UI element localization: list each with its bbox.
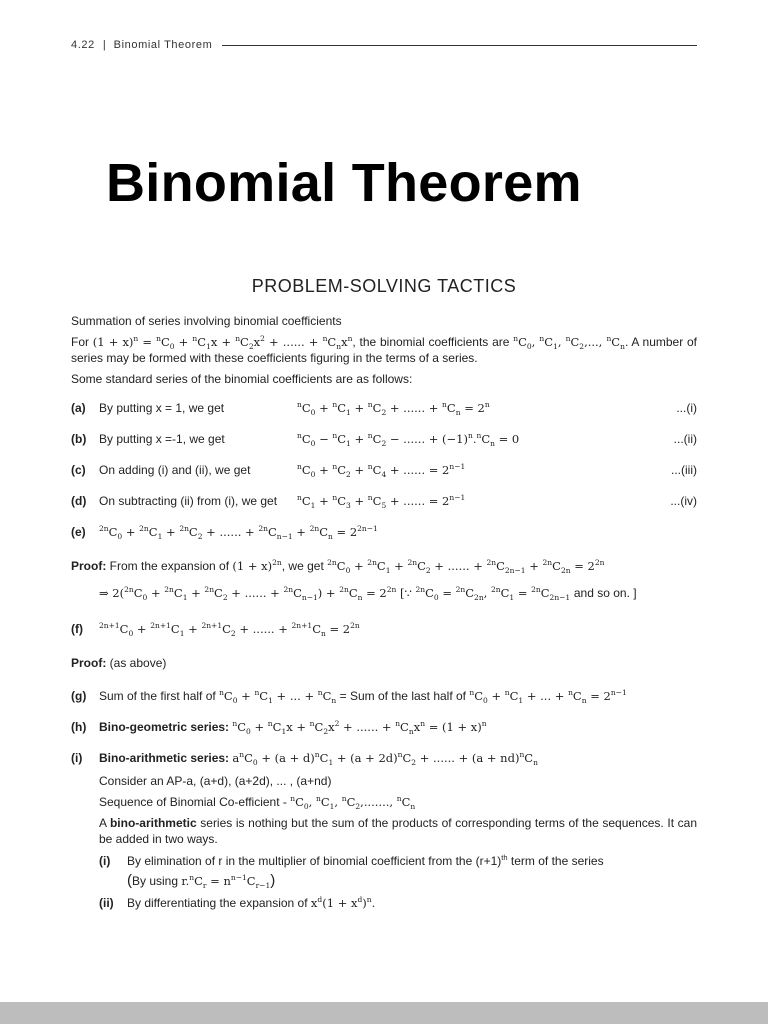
method-1-formula: (By using $r.^nC_r = n^{n-1}C_{r-1}$): [127, 872, 276, 890]
item-a: [71, 392, 697, 423]
item-formula: $^{2n}C_0 + ^{2n}C_1 + ^{2n}C_2$ + ...... + $^{2n}C_{n-1} + ^{2n}C_n = 2^{2n-1}$: [99, 523, 378, 541]
item-desc: On adding (i) and (ii), we get: [99, 462, 251, 477]
proof-label: Proof:: [71, 559, 107, 573]
item-formula: $^nC_0 + ^nC_1 + ^nC_2$ + ...... + $^nC_n = 2^n$: [297, 399, 490, 417]
intro-line-2: For $(1 + x)^n = ^nC_0 + ^nC_1x + ^nC_2x^2$ + ...... + $^nC_nx^n$, the binomial coefficients are $^nC_0$, $^nC_1$, $^nC_2$,..., $^nC_n$. A number of series may be formed with these coefficients figuring in the terms of a series.: [71, 334, 698, 365]
item-label: (g): [71, 688, 87, 703]
running-header: [71, 38, 697, 52]
proof-f: Proof: (as above): [71, 656, 167, 670]
sequence-line: Sequence of Binomial Co-efficient - $^nC_0$, $^nC_1$, $^nC_2$,......., $^nC_n$: [99, 794, 416, 811]
section-heading: PROBLEM-SOLVING TACTICS: [251, 276, 517, 296]
method-1: [99, 853, 697, 889]
method-2: [99, 895, 697, 911]
item-formula: $^nC_0 - ^nC_1 + ^nC_2$ − ...... + $(-1)^n.^nC_n = 0$: [297, 430, 520, 448]
item-label: (a): [71, 400, 86, 415]
math-sum: $^{2n}C_0 + ^{2n}C_1 + ^{2n}C_2$ + ...... + $^{2n}C_{2n-1} + ^{2n}C_{2n} = 2^{2n}$: [327, 558, 605, 575]
equation-number: ...(i): [676, 400, 697, 415]
math-expansion: $(1 + x)^{2n}$: [232, 558, 282, 573]
chapter-name: Binomial Theorem: [113, 39, 213, 51]
proof-label: Proof:: [71, 656, 107, 670]
item-desc: By putting x =-1, we get: [99, 431, 225, 446]
method-text: By elimination of r in the multiplier of binomial coefficient from the $(r+1)^{th}$ term of the series (By using $r.^nC_r = n^{n-1}C_{r-1}$): [127, 853, 697, 889]
item-label: (f): [71, 621, 83, 636]
item-desc: On subtracting (ii) from (i), we get: [99, 493, 278, 508]
content-body: [71, 313, 697, 915]
item-d: [71, 485, 697, 516]
proof-e: Proof: From the expansion of $(1 + x)^{2n}$, we get $^{2n}C_0 + ^{2n}C_1 + ^{2n}C_2$ + ...... + $^{2n}C_{2n-1} + ^{2n}C_{2n} = 2^{2n}$: [71, 558, 605, 575]
item-g: [71, 680, 697, 711]
item-text: Bino-arithmetic series: $a^nC_0 + (a + d)^nC_1 + (a + 2d)^nC_2$ + ...... + $(a + nd)^nC_n$: [99, 749, 538, 767]
intro-line-1: Summation of series involving binomial coefficients: [71, 314, 342, 328]
page-title: Binomial Theorem: [106, 153, 582, 213]
item-b: [71, 423, 697, 454]
header-separator: |: [102, 39, 106, 51]
equation-number: ...(ii): [673, 431, 697, 446]
bino-arithmetic-description: A bino-arithmetic series is nothing but the sum of the products of corresponding terms of the sequences. It can be added in two ways.: [99, 816, 697, 846]
equation-number: ...(iii): [671, 462, 697, 477]
intro-line-3: Some standard series of the binomial coefficients are as follows:: [71, 372, 413, 386]
item-label: (d): [71, 493, 87, 508]
item-formula: $^nC_0 + ^nC_2 + ^nC_4$ + ...... = $2^{n-1}$: [297, 461, 466, 479]
header-rule: [222, 45, 697, 46]
item-f: [71, 613, 697, 644]
item-label: (c): [71, 462, 86, 477]
item-c: [71, 454, 697, 485]
item-formula: $^nC_1 + ^nC_3 + ^nC_5$ + ...... = $2^{n-1}$: [297, 492, 466, 510]
item-text: Bino-geometric series: $^nC_0 + ^nC_1x + ^nC_2x^2$ + ...... + $^nC_nx^n = (1 + x)^n$: [99, 718, 487, 736]
method-label: (ii): [99, 896, 114, 910]
item-formula: $^{2n+1}C_0 + ^{2n+1}C_1 + ^{2n+1}C_2$ + ...... + $^{2n+1}C_n = 2^{2n}$: [99, 620, 360, 638]
page-number: 4.22: [71, 39, 95, 51]
footer-bar: [0, 1002, 768, 1024]
ap-line: Consider an AP-a, (a+d), (a+2d), ... , (a+nd): [99, 774, 332, 788]
math-coefficients: $^nC_0$, $^nC_1$, $^nC_2$,..., $^nC_n$: [513, 334, 625, 351]
method-text: By differentiating the expansion of $x^d(1 + x^d)^n$.: [127, 895, 376, 910]
item-label: (e): [71, 524, 86, 539]
item-e: [71, 516, 697, 547]
item-i: [71, 742, 697, 773]
item-desc: By putting x = 1, we get: [99, 400, 225, 415]
item-text: Sum of the first half of $^nC_0 + ^nC_1$ + ... + $^nC_n$ = Sum of the last half of $^nC_0 + ^nC_1$ + ... + $^nC_n = 2^{n-1}$: [99, 687, 627, 705]
proof-implication: ⇒ $2(^{2n}C_0 + ^{2n}C_1 + ^{2n}C_2$ + ...... + $^{2n}C_{n-1}) + ^{2n}C_n = 2^{2n}$ [∵ $^{2n}C_0 = ^{2n}C_{2n}$, $^{2n}C_1 = ^{2n}C_{2n-1}$ and so on. ]: [99, 585, 637, 602]
math-binomial-expansion: $(1 + x)^n = ^nC_0 + ^nC_1x + ^nC_2x^2$ + ...... + $^nC_nx^n$: [92, 334, 353, 351]
item-h: [71, 711, 697, 742]
equation-number: ...(iv): [670, 493, 697, 508]
bino-arithmetic-details: [99, 773, 697, 847]
method-label: (i): [99, 854, 111, 868]
item-label: (i): [71, 750, 83, 765]
item-label: (h): [71, 719, 87, 734]
item-label: (b): [71, 431, 87, 446]
